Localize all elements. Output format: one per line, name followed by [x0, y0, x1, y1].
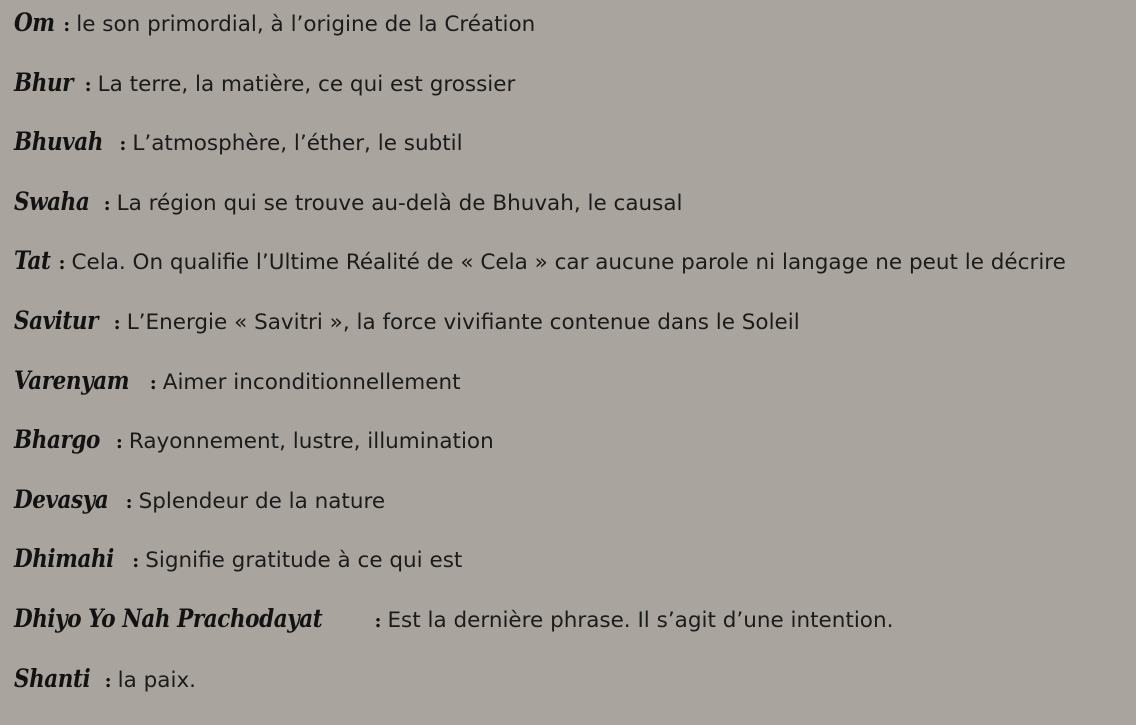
- list-item: [14, 248, 1136, 308]
- glossary-term: Dhiyo Yo Nah Prachodayat: [14, 603, 323, 633]
- glossary-definition: L’Energie « Savitri », la force vivifiante contenue dans le Soleil: [126, 309, 800, 335]
- list-item: [14, 129, 1136, 189]
- glossary-definition: La terre, la matière, ce qui est grossier: [97, 71, 516, 97]
- term-separator: :: [132, 550, 140, 573]
- glossary-definition: Aimer inconditionnellement: [162, 369, 461, 395]
- term-separator: :: [58, 252, 66, 275]
- term-separator: :: [125, 490, 133, 513]
- glossary-term: Bhargo: [14, 425, 100, 455]
- term-separator: :: [113, 311, 121, 334]
- glossary-term: Savitur: [14, 305, 98, 335]
- glossary-definition: L’atmosphère, l’éther, le subtil: [132, 131, 463, 157]
- list-item: [14, 546, 1136, 606]
- term-separator: :: [119, 133, 127, 156]
- list-item: [14, 10, 1136, 70]
- glossary-definition: Est la dernière phrase. Il s’agit d’une intention.: [387, 607, 894, 633]
- term-separator: :: [103, 192, 111, 215]
- list-item: [14, 484, 1136, 547]
- term-separator: :: [149, 371, 157, 394]
- glossary-definition: Rayonnement, lustre, illumination: [128, 429, 494, 455]
- glossary-term: Tat: [14, 246, 51, 276]
- list-item: [14, 186, 1136, 249]
- glossary-term: Bhuvah: [14, 127, 103, 157]
- term-separator: :: [84, 73, 92, 96]
- glossary-term: Varenyam: [14, 365, 130, 395]
- glossary-term: Swaha: [14, 186, 90, 216]
- glossary-definition: Splendeur de la nature: [138, 488, 386, 514]
- list-item: [14, 663, 1136, 725]
- glossary-definition: Signifie gratitude à ce qui est: [145, 548, 463, 574]
- term-separator: :: [374, 609, 382, 632]
- glossary-term: Om: [14, 8, 55, 37]
- glossary-term: Shanti: [14, 663, 91, 693]
- glossary-definition: La région qui se trouve au-delà de Bhuvah, le causal: [116, 190, 683, 216]
- glossary-term: Dhimahi: [14, 544, 114, 574]
- glossary-definition: la paix.: [117, 667, 197, 693]
- list-item: [14, 603, 1136, 666]
- list-item: [14, 67, 1136, 130]
- glossary-definition: Cela. On qualifie l’Ultime Réalité de « Cela » car aucune parole ni langage ne peut le décrire: [71, 250, 1066, 276]
- list-item: [14, 305, 1136, 368]
- list-item: [14, 427, 1136, 487]
- term-separator: :: [63, 14, 71, 36]
- glossary-term: Bhur: [14, 67, 74, 97]
- glossary-definition: le son primordial, à l’origine de la Création: [76, 12, 536, 37]
- term-separator: :: [115, 431, 123, 454]
- list-item: [14, 365, 1136, 428]
- glossary-term: Devasya: [14, 484, 109, 514]
- term-separator: :: [104, 669, 112, 692]
